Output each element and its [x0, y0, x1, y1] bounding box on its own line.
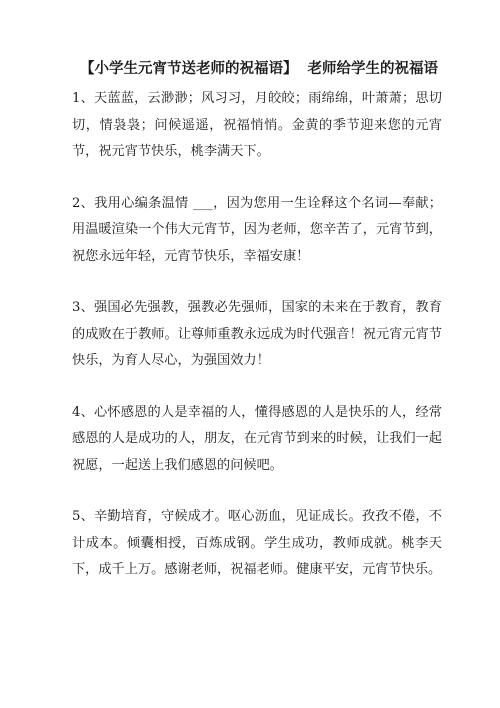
title-main: 【小学生元宵节送老师的祝福语】 — [80, 60, 298, 77]
blessing-paragraph-1: 1、天蓝蓝，云渺渺；风习习，月皎皎；雨绵绵，叶萧萧；思切切，情袅袅；问候遥遥，祝福悄悄。金黄的季节迎来您的元宵节，祝元宵节快乐，桃李满天下。 — [72, 91, 442, 159]
title-sub: 老师给学生的祝福语 — [307, 60, 438, 77]
blessing-paragraph-3: 3、强国必先强教，强教必先强师，国家的未来在于教育，教育的成败在于教师。让尊师重教永远成为时代强音！祝元宵元宵节快乐，为育人尽心，为强国效力！ — [72, 300, 442, 368]
document-title — [80, 58, 442, 80]
blessing-paragraph-2: 2、我用心编条温情 ___，因为您用一生诠释这个名词—奉献；用温暖渲染一个伟大元宵节，因为老师，您辛苦了，元宵节到，祝您永远年轻，元宵节快乐，幸福安康！ — [72, 195, 442, 264]
blessing-paragraph-4: 4、心怀感恩的人是幸福的人，懂得感恩的人是快乐的人，经常感恩的人是成功的人，朋友，在元宵节到来的时候，让我们一起祝愿，一起送上我们感恩的问候吧。 — [72, 404, 442, 473]
blessing-paragraph-5: 5、辛勤培育，守候成才。呕心沥血，见证成长。孜孜不倦，不计成本。倾囊相授，百炼成钢。学生成功，教师成就。桃李天下，成千上万。感谢老师，祝福老师。健康平安，元宵节快乐。 — [72, 509, 442, 577]
